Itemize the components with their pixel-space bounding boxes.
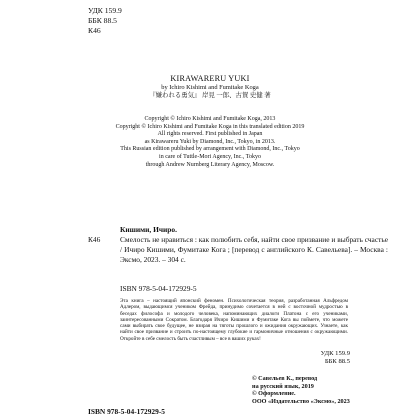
catalog-code: К46 xyxy=(88,235,101,244)
classification-codes xyxy=(88,6,122,36)
authors-english: by Ichiro Kishimi and Fumitake Koga xyxy=(161,84,259,91)
copyright-line: through Andrew Nurnberg Literary Agency, Moscow. xyxy=(145,161,275,168)
publisher-copyright: ООО «Издательство «Эксмо», 2023 xyxy=(252,397,350,405)
copyright-line: Copyright © Ichiro Kishimi and Fumitake Koga, 2013 xyxy=(144,116,276,122)
bottom-classification-codes xyxy=(300,350,350,366)
catalog-entry xyxy=(88,225,388,265)
copyright-line: This Russian edition published by arrangement with Diamond, Inc., Tokyo xyxy=(120,146,300,153)
copyright-notice xyxy=(0,116,420,169)
udc-code: УДК 159.9 xyxy=(88,6,122,15)
book-annotation: Эта книга – настоящий японский феномен. Психологическая теория, разработанная Альфредом Адлером, выдающимся учеником Фрейда, принудимо сочетается в ней с восточной мудростью в беседах философа и молодого человека, напоминающих диалоги Платона с его учениками, заинтересованными Сократом. Благодаря Ичиро Кишими и Фумитаке Кога вы поймете, что можете сами выбирать свое будущее, не взирая на тяготы прошлого и ожидания окружающих. Узнаете, как найти свое призвание и строить по-настоящему глубокие и гармоничные отношения с окружающими. Откройте в себе смелость быть счастливым – все в ваших руках! xyxy=(120,298,348,342)
copyright-line: Copyright © Ichiro Kishimi and Fumitake Koga in this translated edition 2019 xyxy=(115,123,305,130)
translation-copyright: © Савельев К., перевод xyxy=(252,375,318,382)
catalog-author-heading: Кишими, Ичиро. xyxy=(120,225,177,234)
translation-year: на русский язык, 2019 xyxy=(252,382,314,390)
isbn-bottom: ISBN 978-5-04-172929-5 xyxy=(88,407,165,416)
japanese-title-line: 『嫌われる勇気』 岸見 一郎、古賀 史健 著 xyxy=(149,92,271,100)
original-title-block xyxy=(0,74,420,100)
copyright-line: in care of Tuttle-Mori Agency, Inc., Tokyo xyxy=(159,153,261,160)
copyright-line: All rights reserved. First published in Japan xyxy=(157,131,263,138)
design-copyright: © Оформление. xyxy=(252,390,296,398)
bbk-code: ББК 88.5 xyxy=(88,16,117,25)
catalog-entry-row xyxy=(88,235,388,265)
catalog-description: Смелость не нравиться : как полюбить себя, найти свое призвание и выбрать счастье / Ичиро Кишими, Фумитаке Кога ; [перевод с английского К. Савельева]. – Москва : Эксмо, 2023. – 304 с. xyxy=(120,235,388,264)
rights-notice xyxy=(252,375,350,405)
isbn-top: ISBN 978-5-04-172929-5 xyxy=(120,284,197,293)
author-sign: К46 xyxy=(88,26,101,35)
copyright-line: as Kirawareru Yuki by Diamond, Inc., Tokyo, in 2013. xyxy=(144,138,276,145)
original-title: KIRAWARERU YUKI xyxy=(170,74,250,83)
bottom-udc-code: УДК 159.9 xyxy=(320,350,350,357)
bottom-bbk-code: ББК 88.5 xyxy=(324,358,350,365)
